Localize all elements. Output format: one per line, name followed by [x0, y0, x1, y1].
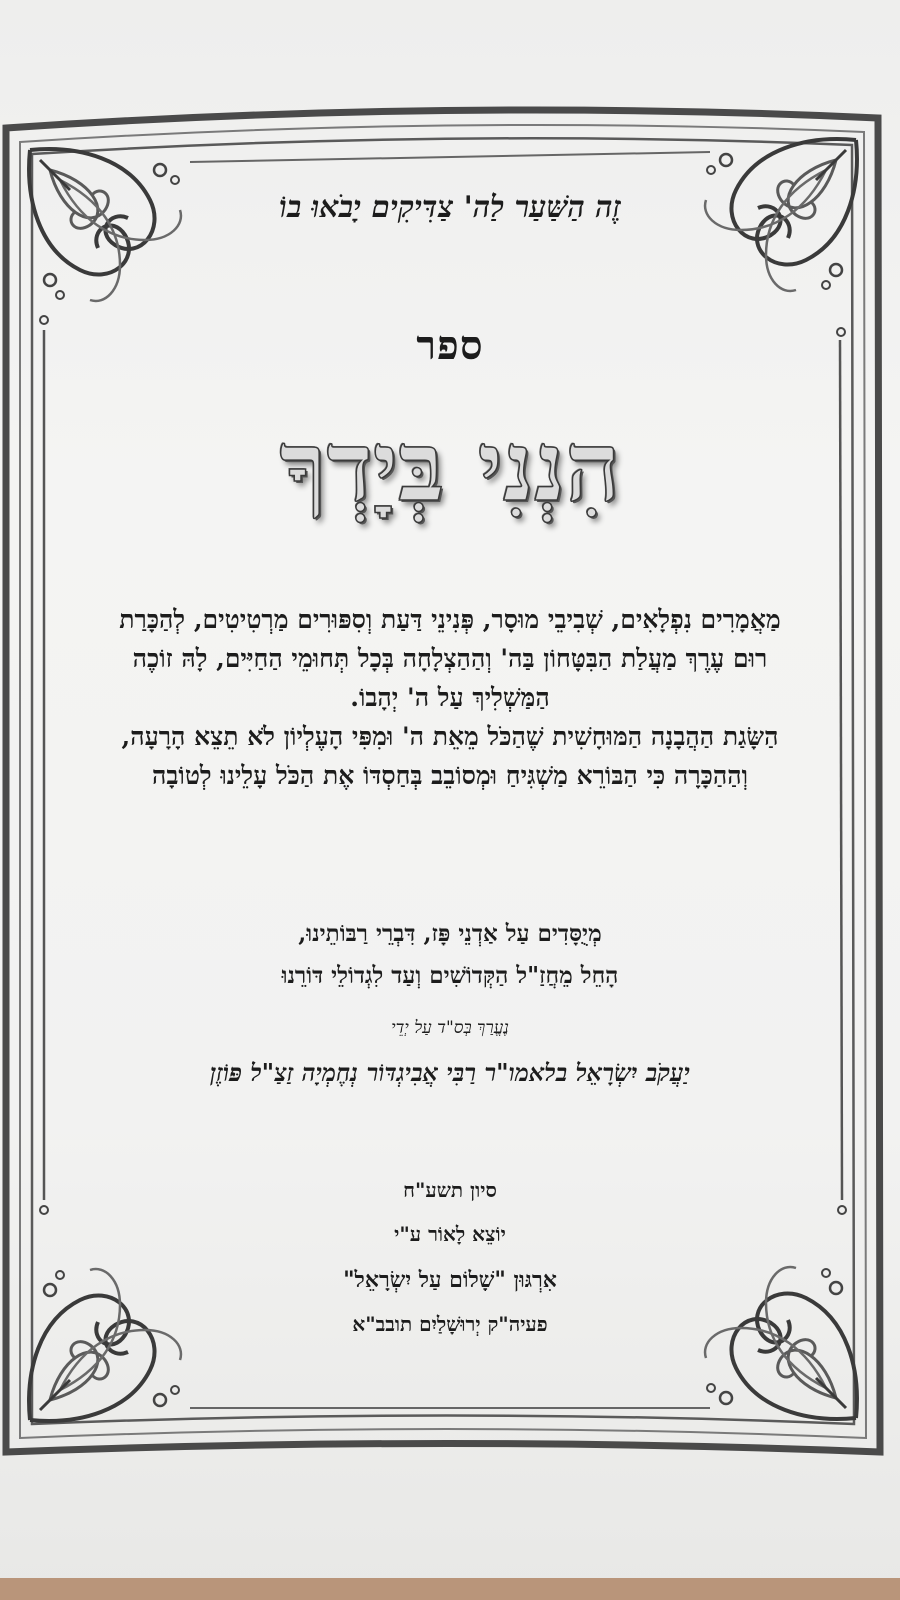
publication-place: פעיה"ק יְרוּשָׁלַיִם תובב"א — [352, 1312, 548, 1336]
description-paragraph-1: מַאֲמָרִים נִפְלָאִים, שְׁבִיבֵי מוּסָר, פְּנִינֵי דַּעַת וְסִפּוּרִים מַרְטִיטִים, לְהַכָּרַת רוּם עֶרֶךְ מַעֲלַת הַבִּטָּחוֹן בַּה' וְהַהַצְלָחָה בְּכָל תְּחוּמֵי הַחַיִּים, לָהּ זוֹכֶה הַמַּשְׁלִיךְ עַל ה' יְהָבוֹ. — [119, 605, 781, 712]
published-by-label: יוֹצֵא לָאוֹר ע"י — [394, 1222, 506, 1246]
sources-line-2: הָחֵל מֵחֲזַ"ל הַקְּדוֹשִׁים וְעַד לִגְדוֹלֵי דּוֹרֵנוּ — [281, 962, 619, 989]
sources-line-1: מְיֻסָּדִים עַל אַדְנֵי פָּז, דִּבְרֵי רַבּוֹתֵינוּ, — [298, 920, 602, 947]
opening-verse: זֶה הַשַּׁעַר לַה' צַדִּיקִים יָבֹאוּ בוֹ — [279, 190, 621, 225]
author-name: יַעֲקֹב יִשְׂרָאֵל בלאמו"ר רַבִּי אֲבִיגְדּוֹר נְחֶמְיָה זַצַ"ל פּוֹזֶן — [210, 1058, 690, 1087]
edited-by-label: נֶעֱרַךְ בְּס"ד עַל יְדֵי — [391, 1018, 509, 1038]
publisher-organization: אִרְגּוּן "שָׁלוֹם עַל יִשְׂרָאֵל" — [343, 1267, 557, 1293]
book-title: הִנְנִי בְּיָדְךָ — [279, 410, 621, 523]
book-description — [100, 600, 800, 795]
publication-date: סיון תשע"ח — [403, 1178, 497, 1202]
book-label: ספר — [416, 322, 484, 369]
description-paragraph-2: הַשָּׂגַת הַהֲבָנָה הַמּוּחָשִׁית שֶׁהַכֹּל מֵאֵת ה' וּמִפִּי הָעֶלְיוֹן לֹא תֵצֵא הָרָעָה, וְהַהַכָּרָה כִּי הַבּוֹרֵא מַשְׁגִּיחַ וּמְסוֹבֵב בְּחַסְדּוֹ אֶת הַכֹּל עָלֵינוּ לְטוֹבָה — [121, 722, 779, 790]
